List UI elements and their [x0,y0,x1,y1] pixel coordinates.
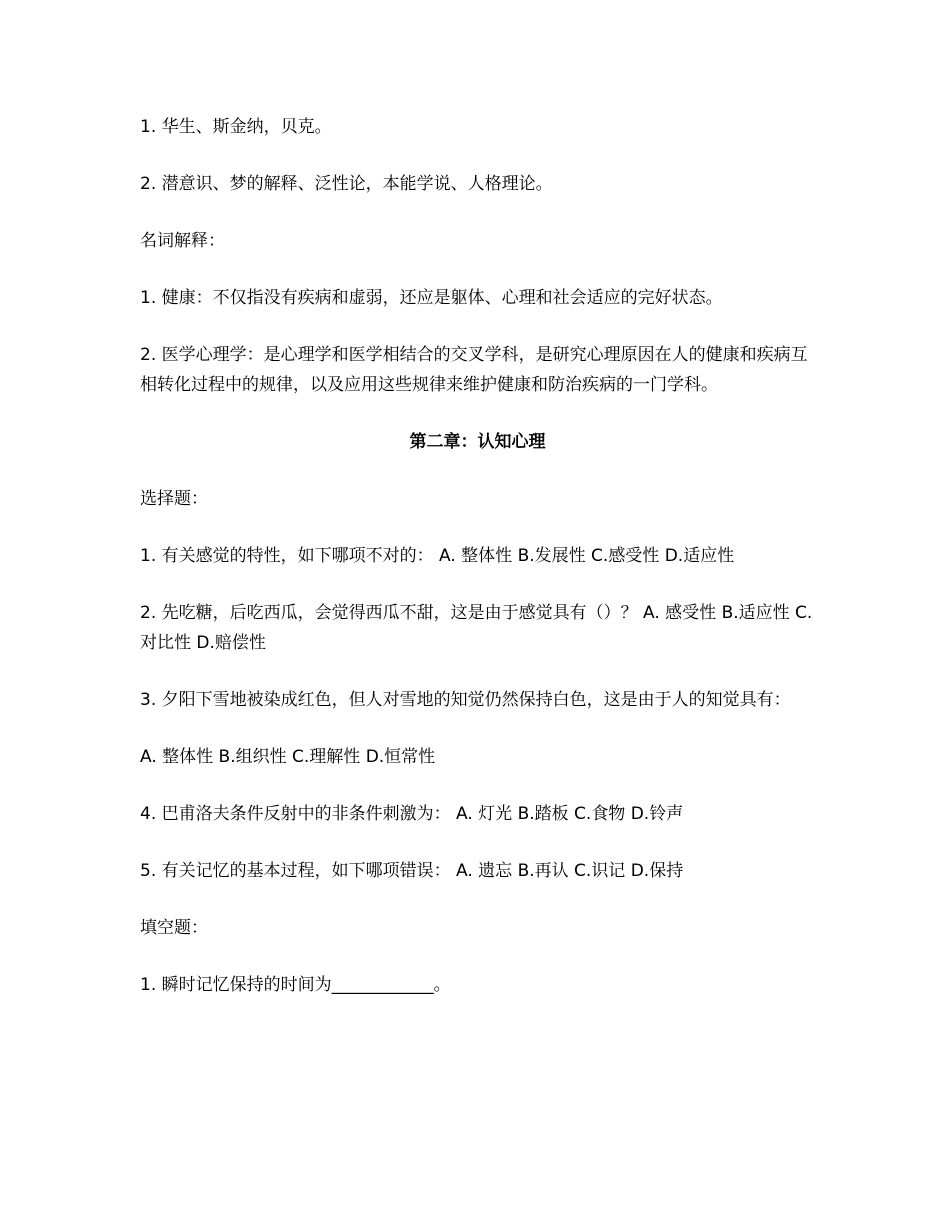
terms-heading: 名词解释： [140,231,225,251]
term-definition-2: 2. 医学心理学：是心理学和医学相结合的交叉学科，是研究心理原因在人的健康和疾病互相转化过程中的规律，以及应用这些规律来维护健康和防治疾病的一门学科。 [140,345,808,395]
choice-question-5: 5. 有关记忆的基本过程，如下哪项错误： A. 遗忘 B.再认 C.识记 D.保持 [140,861,684,881]
choice-question-4: 4. 巴甫洛夫条件反射中的非条件刺激为： A. 灯光 B.踏板 C.食物 D.铃声 [140,804,684,824]
fill-heading: 填空题： [140,918,208,938]
choice-heading: 选择题： [140,489,208,509]
term-definition-1: 1. 健康：不仅指没有疾病和虚弱，还应是躯体、心理和社会适应的完好状态。 [140,288,723,308]
choice-question-3: 3. 夕阳下雪地被染成红色，但人对雪地的知觉仍然保持白色，这是由于人的知觉具有： [140,690,791,710]
fill-question-1: 1. 瞬时记忆保持的时间为____________。 [140,975,451,995]
choice-question-3-options: A. 整体性 B.组织性 C.理解性 D.恒常性 [140,747,436,767]
choice-question-2: 2. 先吃糖，后吃西瓜，会觉得西瓜不甜，这是由于感觉具有（）？ A. 感受性 B.适应性 C.对比性 D.赔偿性 [140,603,813,653]
answer-1: 1. 华生、斯金纳，贝克。 [140,117,332,137]
document-body [140,112,815,1027]
choice-question-1: 1. 有关感觉的特性，如下哪项不对的： A. 整体性 B.发展性 C.感受性 D.适应性 [140,546,735,566]
answer-2: 2. 潜意识、梦的解释、泛性论，本能学说、人格理论。 [140,174,553,194]
chapter-title: 第二章：认知心理 [409,432,546,452]
